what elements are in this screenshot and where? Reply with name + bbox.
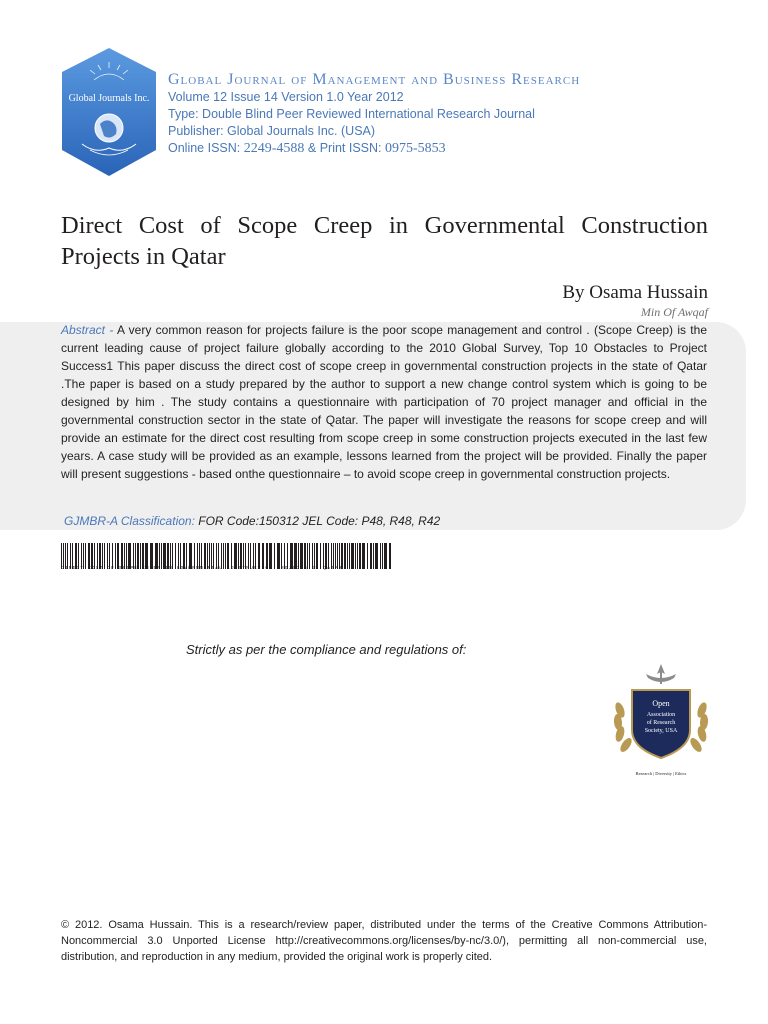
oars-line4: Society, USA xyxy=(644,728,678,734)
license-notice: © 2012. Osama Hussain. This is a research/review paper, distributed under the terms of the Creative Commons Attribution-Noncommercial 3.0 Unported License http://creativecommons.org/licenses/by-nc/3.0/), permitting all non-commercial use, distribution, and reproduction in any medium, provided the original work is properly cited. xyxy=(61,919,707,963)
oars-line1: Open xyxy=(652,699,670,708)
volume-line: Volume 12 Issue 14 Version 1.0 Year 2012 xyxy=(168,90,404,104)
online-issn: 2249-4588 xyxy=(243,141,305,156)
paper-title: Direct Cost of Scope Creep in Governmental Construction Projects in Qatar xyxy=(61,212,708,270)
type-line: Type: Double Blind Peer Reviewed International Research Journal xyxy=(168,107,535,121)
publisher-line: Publisher: Global Journals Inc. (USA) xyxy=(168,124,376,138)
compliance-statement: Strictly as per the compliance and regulations of: xyxy=(186,642,467,657)
barcode-caption: DIRECT COST OF SCOPE CREEP IN GOVERNMENTAL CONSTRUCTION PROJECTS IN QATAR xyxy=(61,566,343,571)
oars-seal-logo xyxy=(606,660,716,780)
issn-mid: & Print ISSN: xyxy=(304,141,385,155)
oars-motto: Research | Diversity | Ethics xyxy=(635,771,687,776)
classification-value: FOR Code:150312 JEL Code: P48, R48, R42 xyxy=(194,514,441,528)
journal-header xyxy=(168,70,728,157)
logo-text: Global Journals Inc. xyxy=(68,93,150,104)
abstract xyxy=(61,321,707,483)
classification-label: GJMBR-A Classification: xyxy=(64,514,195,528)
issn-prefix: Online ISSN: xyxy=(168,141,244,155)
author-name: By Osama Hussain xyxy=(562,282,708,303)
author-affiliation: Min Of Awqaf xyxy=(640,305,708,319)
oars-line3: of Research xyxy=(646,720,676,726)
abstract-label: Abstract - xyxy=(61,323,114,337)
global-journals-logo xyxy=(60,46,158,178)
print-issn: 0975-5853 xyxy=(385,141,446,156)
classification xyxy=(64,514,440,528)
issn-line xyxy=(168,140,728,157)
journal-title: Global Journal of Management and Business Research xyxy=(168,71,581,88)
oars-line2: Association xyxy=(646,712,676,718)
abstract-text: A very common reason for projects failure is the poor scope management and control . (Scope Creep) is the current leading cause of project failure globally according to the 2010 Global Survey, Top 10 Obstacles to Project Success1 This paper discuss the direct cost of scope creep in governmental construction projects in the state of Qatar .The paper is based on a study prepared by the author to support a new change control system which is going to be designed by him . The study contains a questionnaire with participation of 70 project manager and official in the governmental construction sector in the state of Qatar. The paper will investigate the reasons for scope creep and will provide an estimate for the direct cost resulting from scope creep in some construction projects executed in the last few years. A case study will be provided as an example, lessons learned from the project will be provided. Finally the paper will present suggestions - based onthe questionnaire – to avoid scope creep in governmental construction projects. xyxy=(61,323,707,481)
